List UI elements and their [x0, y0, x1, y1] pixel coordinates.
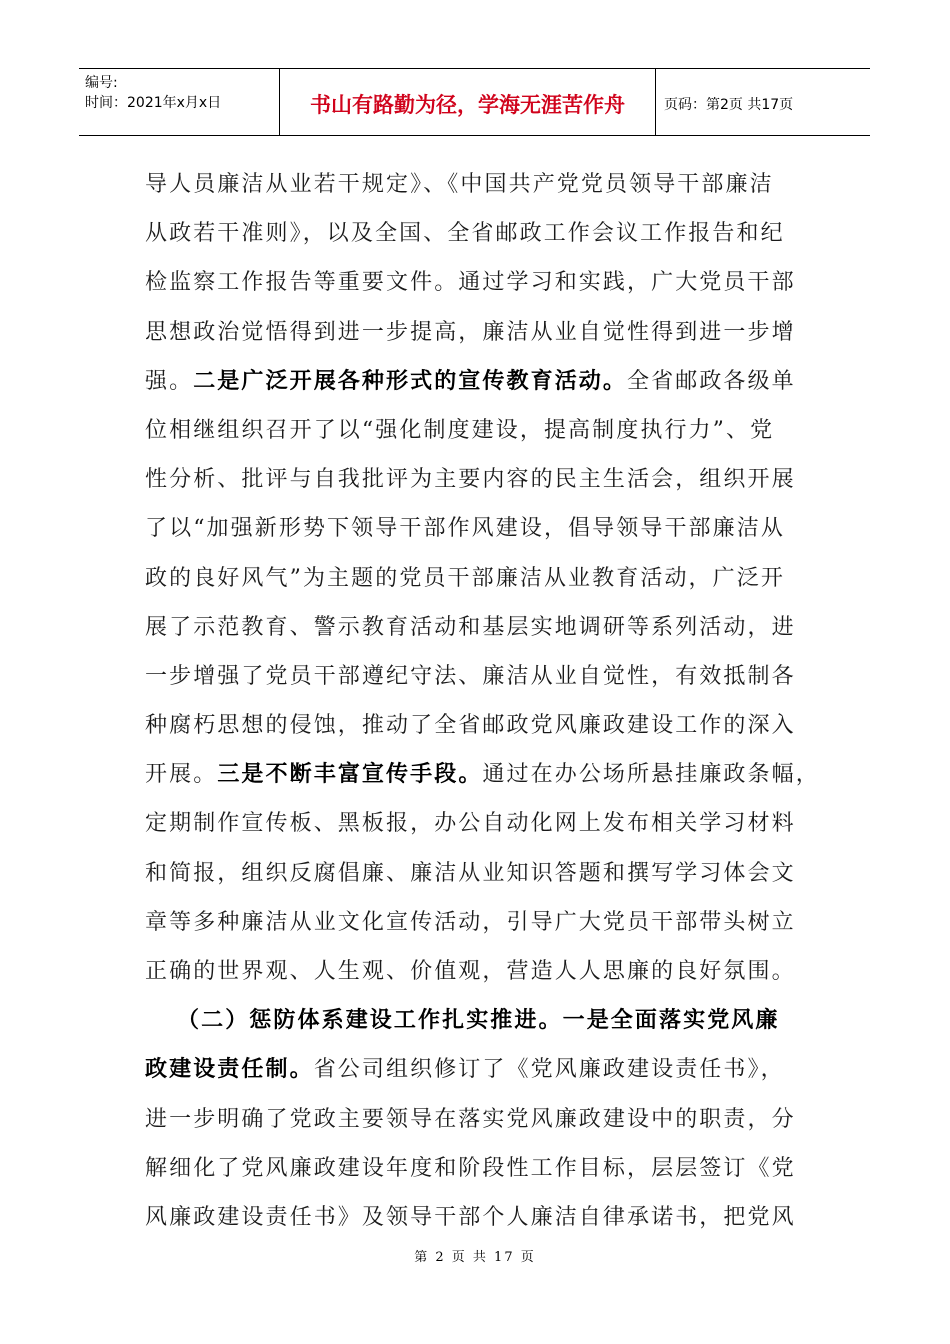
text-line: 风廉政建设责任书》及领导干部个人廉洁自律承诺书，把党风 — [145, 1204, 796, 1230]
text-line: 性分析、批评与自我批评为主要内容的民主生活会，组织开展 — [145, 467, 796, 493]
text-line — [145, 357, 805, 406]
document-date: 时间：2021年x月x日 — [85, 95, 222, 111]
text-segment: 通过在办公场所悬挂廉政条幅， — [482, 762, 820, 788]
text-line: 解细化了党风廉政建设年度和阶段性工作目标，层层签订《党 — [145, 1155, 796, 1181]
text-line: 和简报，组织反腐倡廉、廉洁从业知识答题和撰写学习体会文 — [145, 860, 796, 886]
text-line: 一步增强了党员干部遵纪守法、廉洁从业自觉性，有效抵制各 — [145, 663, 796, 689]
text-line: 政的良好风气”为主题的党员干部廉洁从业教育活动，广泛开 — [145, 565, 785, 591]
text-line — [145, 750, 820, 799]
text-line: 从政若干准则》，以及全国、全省邮政工作会议工作报告和纪 — [145, 221, 785, 247]
text-segment: 开展。 — [145, 762, 218, 788]
text-line: 展了示范教育、警示教育活动和基层实地调研等系列活动，进 — [145, 614, 796, 640]
text-line: 正确的世界观、人生观、价值观，营造人人思廉的良好氛围。 — [145, 959, 796, 984]
text-line: 思想政治觉悟得到进一步提高，廉洁从业自觉性得到进一步增 — [145, 319, 796, 345]
text-line: 检监察工作报告等重要文件。通过学习和实践，广大党员干部 — [145, 270, 796, 296]
text-segment: 强。 — [145, 368, 194, 394]
text-line — [145, 1045, 805, 1094]
page-header — [79, 68, 870, 136]
section-heading: （二）惩防体系建设工作扎实推进。一是全面落实党风廉 — [177, 1007, 780, 1034]
text-segment: 全省邮政各级单 — [627, 368, 796, 394]
header-page-number: 页码：第2页 共17页 — [664, 97, 794, 113]
text-line: 了以“加强新形势下领导干部作风建设，倡导领导干部廉洁从 — [145, 516, 785, 542]
text-line: 种腐朽思想的侵蚀，推动了全省邮政党风廉政建设工作的深入 — [145, 713, 796, 739]
bold-heading: 二是广泛开展各种形式的宣传教育活动。 — [193, 367, 628, 394]
text-line: 定期制作宣传板、黑板报，办公自动化网上发布相关学习材料 — [145, 811, 796, 837]
text-segment: 省公司组织修订了《党风廉政建设责任书》， — [313, 1057, 785, 1083]
page-footer: 第 2 页 共 17 页 — [414, 1250, 536, 1265]
header-meta — [79, 69, 280, 135]
document-body — [145, 160, 820, 1242]
bold-heading: 三是不断丰富宣传手段。 — [217, 761, 483, 788]
bold-heading: 政建设责任制。 — [145, 1056, 314, 1083]
text-line: 位相继组织召开了以“强化制度建设，提高制度执行力”、党 — [145, 417, 775, 443]
document-number: 编号: — [85, 75, 118, 91]
text-line — [145, 996, 805, 1045]
text-line: 进一步明确了党政主要领导在落实党风廉政建设中的职责，分 — [145, 1106, 796, 1132]
text-line: 导人员廉洁从业若干规定》、《中国共产党党员领导干部廉洁 — [145, 172, 774, 197]
text-line: 章等多种廉洁从业文化宣传活动，引导广大党员干部带头树立 — [145, 909, 796, 935]
header-motto: 书山有路勤为径，学海无涯苦作舟 — [280, 69, 656, 135]
